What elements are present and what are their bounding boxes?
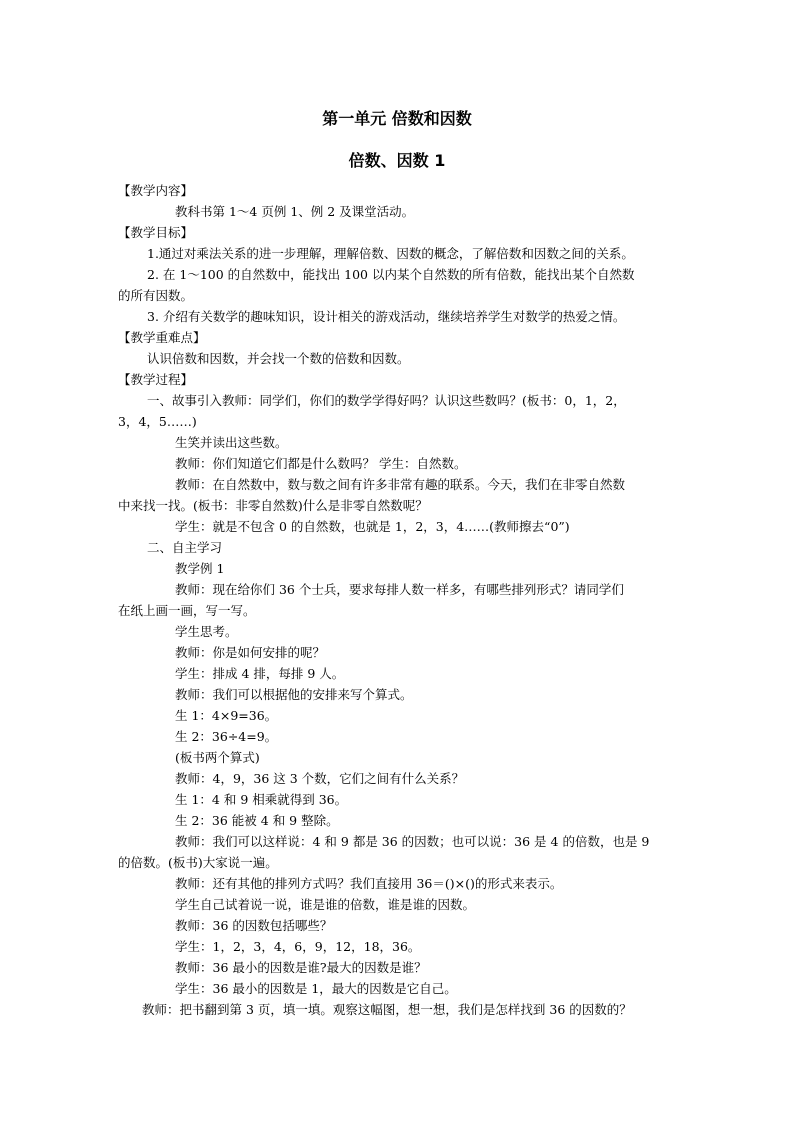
paragraph-line: 教师：36 的因数包括哪些？: [175, 918, 333, 933]
section-heading-process: 【教学过程】: [118, 372, 194, 387]
paragraph-line: 教师：你们知道它们都是什么数吗？ 学生：自然数。: [175, 456, 467, 471]
paragraph-line: 教师：把书翻到第 3 页，填一填。观察这幅图，想一想，我们是怎样找到 36 的因数的？: [142, 1002, 632, 1017]
paragraph-line: 学生：就是不包含 0 的自然数，也就是 1，2，3，4……(教师擦去“0”): [175, 519, 570, 534]
paragraph-line: 3. 介绍有关数学的趣味知识，设计相关的游戏活动，继续培养学生对数学的热爱之情。: [147, 309, 626, 324]
paragraph-line: 教师：我们可以这样说：4 和 9 都是 36 的因数；也可以说：36 是 4 的倍数，也是 9: [175, 834, 650, 849]
paragraph-line: 的所有因数。: [118, 288, 194, 303]
lesson-title: 倍数、因数 1: [348, 151, 446, 170]
paragraph-line: 教师：4，9，36 这 3 个数，它们之间有什么关系？: [175, 771, 465, 786]
paragraph-line: 教师：36 最小的因数是谁?最大的因数是谁？: [175, 960, 427, 975]
paragraph-line: 生 1：4×9=36。: [175, 708, 278, 723]
paragraph-line: 教师：在自然数中，数与数之间有许多非常有趣的联系。今天，我们在非零自然数: [175, 477, 626, 492]
section-heading-goals: 【教学目标】: [118, 225, 194, 240]
paragraph-line: 学生：1，2，3，4，6，9，12，18，36。: [175, 939, 421, 954]
subsection-heading: 二、自主学习: [147, 540, 223, 555]
paragraph-line: 教师：我们可以根据他的安排来写个算式。: [175, 687, 413, 702]
paragraph-line: 生 2：36 能被 4 和 9 整除。: [175, 813, 339, 828]
unit-title: 第一单元 倍数和因数: [322, 109, 472, 128]
paragraph-line: 教师：你是如何安排的呢？: [175, 645, 326, 660]
paragraph-line: 1.通过对乘法关系的进一步理解，理解倍数、因数的概念，了解倍数和因数之间的关系。: [147, 246, 634, 261]
paragraph-line: 教学例 1: [175, 561, 225, 576]
paragraph-line: 学生思考。: [175, 624, 238, 639]
section-heading-key-points: 【教学重难点】: [118, 330, 206, 345]
paragraph-line: 2. 在 1～100 的自然数中，能找出 100 以内某个自然数的所有倍数，能找出某个自然数: [147, 267, 635, 282]
paragraph-line: 学生：36 最小的因数是 1，最大的因数是它自己。: [175, 981, 457, 996]
paragraph-line: 3，4，5……): [118, 414, 197, 429]
section-heading-content: 【教学内容】: [118, 183, 194, 198]
paragraph-line: 生 2：36÷4=9。: [175, 729, 278, 744]
paragraph-line: 教科书第 1～4 页例 1、例 2 及课堂活动。: [175, 204, 415, 219]
paragraph-line: (板书两个算式): [175, 750, 260, 765]
paragraph-line: 的倍数。(板书)大家说一遍。: [118, 855, 278, 870]
paragraph-line: 在纸上画一画，写一写。: [118, 603, 256, 618]
paragraph-line: 学生：排成 4 排，每排 9 人。: [175, 666, 345, 681]
paragraph-line: 一、故事引入教师：同学们，你们的数学学得好吗？认识这些数吗？(板书：0，1，2，: [147, 393, 626, 408]
paragraph-line: 生笑并读出这些数。: [175, 435, 288, 450]
paragraph-line: 学生自己试着说一说，谁是谁的倍数，谁是谁的因数。: [175, 897, 476, 912]
paragraph-line: 认识倍数和因数，并会找一个数的倍数和因数。: [147, 351, 410, 366]
paragraph-line: 教师：还有其他的排列方式吗？我们直接用 36＝()×()的形式来表示。: [175, 876, 563, 891]
paragraph-line: 中来找一找。(板书：非零自然数)什么是非零自然数呢？: [118, 498, 428, 513]
lesson-body: [118, 180, 678, 1020]
paragraph-line: 教师：现在给你们 36 个士兵，要求每排人数一样多，有哪些排列形式？请同学们: [175, 582, 624, 597]
paragraph-line: 生 1：4 和 9 相乘就得到 36。: [175, 792, 348, 807]
